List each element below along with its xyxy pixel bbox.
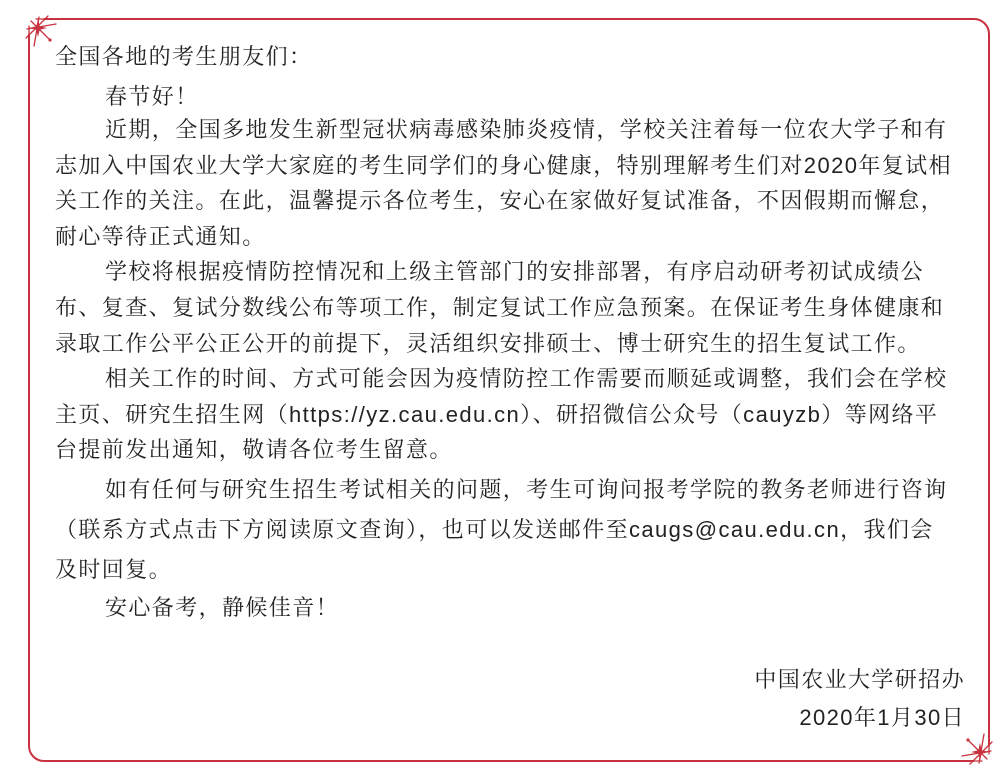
letter-signature: 中国农业大学研招办 — [754, 666, 965, 692]
letter-salutation: 全国各地的考生朋友们： — [55, 44, 313, 69]
letter-paragraph: 学校将根据疫情防控情况和上级主管部门的安排部署，有序启动研考初试成绩公布、复查、复试分数线公布等项工作，制定复试工作应急预案。在保证考生身体健康和录取工作公平公正公开的前提下，灵活组织安排硕士、博士研究生的招生复试工作。 — [55, 259, 945, 356]
letter-paragraph: 如有任何与研究生招生考试相关的问题，考生可询问报考学院的教务老师进行咨询（联系方式点击下方阅读原文查询），也可以发送邮件至caugs@cau.edu.cn，我们会及时回复。 — [55, 476, 948, 582]
letter-card — [28, 18, 990, 762]
letter-body — [55, 39, 965, 736]
corner-snowflake-icon — [950, 722, 994, 766]
letter-paragraph: 近期，全国多地发生新型冠状病毒感染肺炎疫情，学校关注着每一位农大学子和有志加入中国农业大学大家庭的考生同学们的身心健康，特别理解考生们对2020年复试相关工作的关注。在此，温馨提示各位考生，安心在家做好复试准备，不因假期而懈怠，耐心等待正式通知。 — [55, 117, 952, 249]
corner-snowflake-icon — [24, 14, 68, 58]
letter-greeting: 春节好！ — [105, 84, 199, 109]
letter-closing: 安心备考，静候佳音！ — [105, 594, 340, 620]
letter-paragraph: 相关工作的时间、方式可能会因为疫情防控工作需要而顺延或调整，我们会在学校主页、研究生招生网（https://yz.cau.edu.cn）、研招微信公众号（cauyzb）等网络平台提前发出通知，敬请各位考生留意。 — [55, 366, 948, 463]
letter-date: 2020年1月30日 — [799, 704, 965, 730]
